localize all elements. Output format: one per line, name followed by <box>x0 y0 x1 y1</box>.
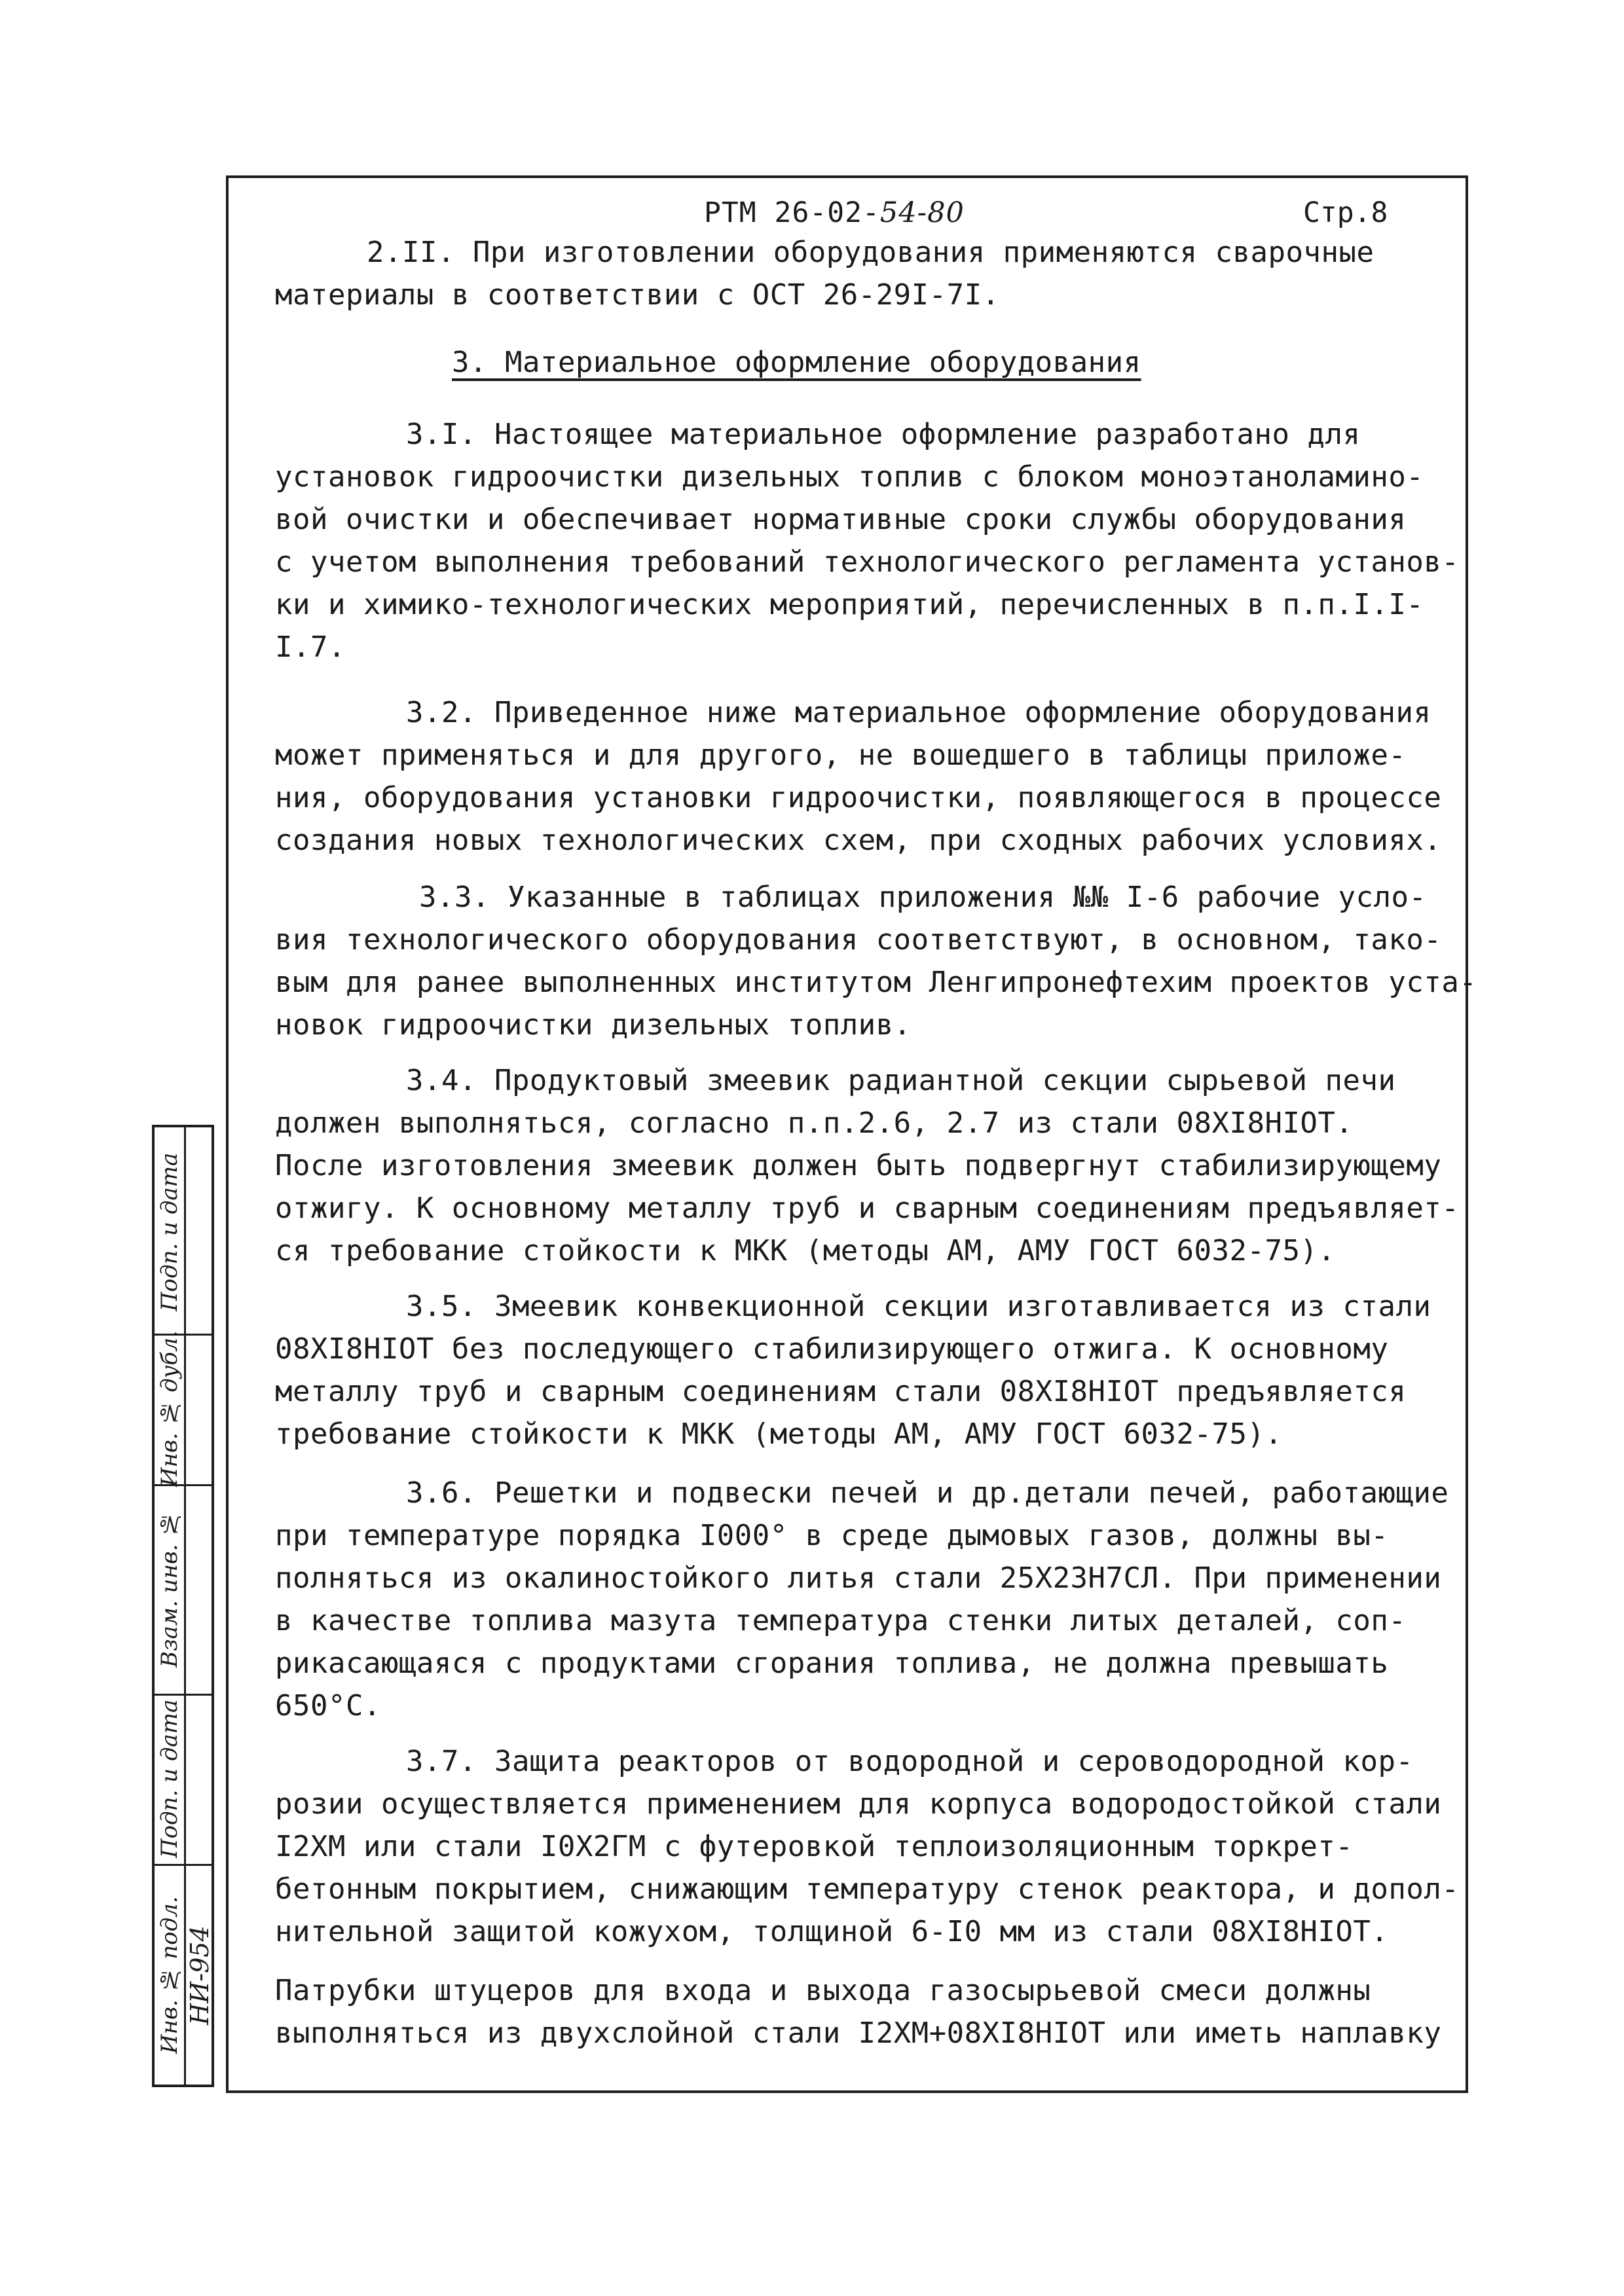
text-line: 3.I. Настоящее материальное оформление разработано для <box>406 418 1361 451</box>
text-line: установок гидроочистки дизельных топлив с блоком моноэтаноламино- <box>275 460 1424 494</box>
text-line: 3.6. Решетки и подвески печей и др.детали печей, работающие <box>406 1476 1449 1510</box>
text-line: ки и химико-технологических мероприятий, перечисленных в п.п.I.I- <box>275 588 1424 621</box>
text-line: требование стойкости к МКК (методы АМ, АМУ ГОСТ 6032-75). <box>275 1417 1283 1451</box>
text-line: рикасающаяся с продуктами сгорания топлива, не должна превышать <box>275 1647 1389 1680</box>
text-line: новок гидроочистки дизельных топлив. <box>275 1008 912 1042</box>
text-line: 3.3. Указанные в таблицах приложения №№ I-6 рабочие усло- <box>419 881 1427 914</box>
stamp-label-sign-date: Подп. и дата <box>157 1699 183 1859</box>
text-line: бетонным покрытием, снижающим температуру стенок реактора, и допол- <box>275 1872 1460 1906</box>
text-line: розии осуществляется применением для корпуса водородостойкой стали <box>275 1787 1442 1821</box>
text-line: может применяться и для другого, не вошедшего в таблицы приложе- <box>275 738 1407 772</box>
text-line: 3.4. Продуктовый змеевик радиантной секции сырьевой печи <box>406 1064 1396 1097</box>
stamp-label-original-inv: Инв. № подл. <box>157 1896 183 2054</box>
text-line: После изготовления змеевик должен быть подвергнут стабилизирующему <box>275 1149 1442 1182</box>
text-line: 3.5. Змеевик конвекционной секции изготавливается из стали <box>406 1290 1431 1323</box>
page-number: Стр.8 <box>1303 196 1388 229</box>
text-line: металлу труб и сварным соединениям стали 08ХI8НIОТ предъявляется <box>275 1375 1407 1408</box>
text-line: создания новых технологических схем, при сходных рабочих условиях. <box>275 824 1442 857</box>
section-heading: 3. Материальное оформление оборудования <box>452 346 1141 379</box>
document-code-handwritten: 54-80 <box>879 196 965 229</box>
text-line: материалы в соответствии с ОСТ 26-29I-7I. <box>275 278 1000 312</box>
document-code <box>704 196 965 229</box>
text-line: ния, оборудования установки гидроочистки, появляющегося в процессе <box>275 781 1442 814</box>
text-line: 3.2. Приведенное ниже материальное оформление оборудования <box>406 696 1431 729</box>
text-line: с учетом выполнения требований технологического регламента установ- <box>275 545 1460 579</box>
text-line: нительной защитой кожухом, толщиной 6-I0 мм из стали 08ХI8НIОТ. <box>275 1915 1389 1948</box>
text-line: полняться из окалиностойкого литья стали 25Х23Н7СЛ. При применении <box>275 1561 1442 1595</box>
text-line: выполняться из двухслойной стали I2ХМ+08ХI8НIОТ или иметь наплавку <box>275 2016 1442 2050</box>
text-line: при температуре порядка I000° в среде дымовых газов, должны вы- <box>275 1519 1389 1552</box>
stamp-divider <box>155 1694 212 1696</box>
text-line: отжигу. К основному металлу труб и сварным соединениям предъявляет- <box>275 1192 1460 1225</box>
text-line: должен выполняться, согласно п.п.2.6, 2.7 из стали 08ХI8НIОТ. <box>275 1106 1354 1140</box>
text-line: 08ХI8НIОТ без последующего стабилизирующего отжига. К основному <box>275 1332 1389 1366</box>
stamp-label-sign-date: Подп. и дата <box>157 1152 183 1312</box>
text-line: 650°С. <box>275 1689 381 1722</box>
text-line: 3.7. Защита реакторов от водородной и сероводородной кор- <box>406 1745 1414 1778</box>
stamp-label-duplicate-inv: Инв. № дубл. <box>157 1330 183 1487</box>
text-line: 2.II. При изготовлении оборудования применяются сварочные <box>367 236 1375 269</box>
text-line: в качестве топлива мазута температура стенки литых деталей, соп- <box>275 1604 1407 1637</box>
margin-stamp <box>152 1125 214 2087</box>
stamp-divider <box>155 1864 212 1866</box>
text-line: вым для ранее выполненных институтом Ленгипронефтехим проектов уста- <box>275 966 1477 999</box>
document-code-prefix: РТМ 26-02- <box>704 196 880 229</box>
stamp-inventory-number: НИ-954 <box>185 1925 214 2025</box>
text-line: I.7. <box>275 630 346 664</box>
text-line: I2ХМ или стали I0Х2ГМ с футеровкой теплоизоляционным торкрет- <box>275 1830 1354 1863</box>
text-line: Патрубки штуцеров для входа и выхода газосырьевой смеси должны <box>275 1974 1371 2007</box>
text-line: вия технологического оборудования соответствуют, в основном, тако- <box>275 923 1442 957</box>
stamp-label-replacement-inv: Взам. инв. № <box>157 1510 183 1667</box>
text-line: ся требование стойкости к МКК (методы АМ, АМУ ГОСТ 6032-75). <box>275 1234 1336 1267</box>
text-line: вой очистки и обеспечивает нормативные сроки службы оборудования <box>275 503 1407 536</box>
